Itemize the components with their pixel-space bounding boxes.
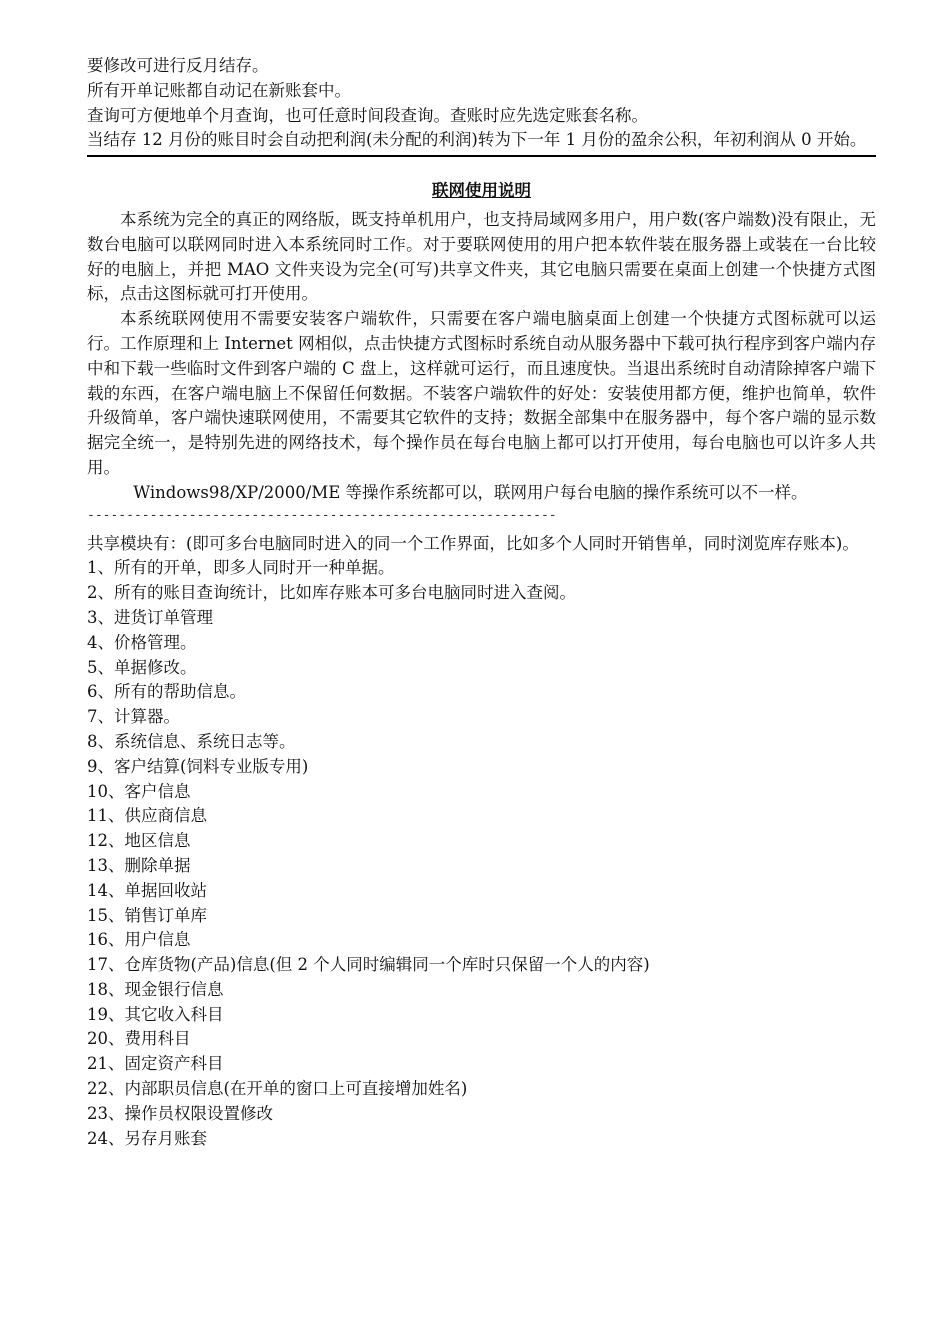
list-item: 24、另存月账套 — [87, 1128, 207, 1148]
section-title: 联网使用说明 — [432, 181, 531, 201]
list-item: 17、仓库货物(产品)信息(但 2 个人同时编辑同一个库时只保留一个人的内容) — [87, 955, 650, 975]
paragraph-network-version: 本系统为完全的真正的网络版，既支持单机用户，也支持局域网多用户，用户数(客户端数)没有限止，无数台电脑可以联网同时进入本系统同时工作。对于要联网使用的用户把本软件装在服务器上或装在一台比较好的电脑上，并把 MAO 文件夹设为完全(可写)共享文件夹，其它电脑只需要在桌面上创建一个快捷方式图标，点击这图标就可打开使用。 — [87, 209, 876, 304]
list-item: 7、计算器。 — [87, 707, 180, 727]
document-page — [87, 54, 876, 1151]
list-item: 12、地区信息 — [87, 831, 191, 851]
list-item: 4、价格管理。 — [87, 632, 197, 652]
intro-line-3: 查询可方便地单个月查询，也可任意时间段查询。查账时应先选定账套名称。 — [87, 105, 648, 125]
shared-modules-intro: 共享模块有：(即可多台电脑同时进入的同一个工作界面，比如多个人同时开销售单，同时浏览库存账本)。 — [87, 533, 859, 553]
list-item: 8、系统信息、系统日志等。 — [87, 731, 296, 751]
list-item: 2、所有的账目查询统计，比如库存账本可多台电脑同时进入查阅。 — [87, 583, 576, 603]
intro-line-2: 所有开单记账都自动记在新账套中。 — [87, 80, 351, 100]
intro-line-1: 要修改可进行反月结存。 — [87, 56, 269, 75]
list-item: 23、操作员权限设置修改 — [87, 1103, 273, 1123]
list-item: 19、其它收入科目 — [87, 1004, 224, 1024]
paragraph-no-client-software: 本系统联网使用不需要安装客户端软件，只需要在客户端电脑桌面上创建一个快捷方式图标就可以运行。工作原理和上 Internet 网相似，点击快捷方式图标时系统自动从服务器中下载可执行程序到客户端内存中和下载一些临时文件到客户端的 C 盘上，这样就可运行，而且速度快。当退出系统时自动清除掉客户端下载的东西，在客户端电脑上不保留任何数据。不装客户端软件的好处：安装使用都方便，维护也简单，软件升级简单，客户端快速联网使用，不需要其它软件的支持；数据全部集中在服务器中，每个客户端的显示数据完全统一，是特别先进的网络技术，每个操作员在每台电脑上都可以打开使用，每台电脑也可以许多人共用。 — [87, 309, 876, 477]
list-item: 14、单据回收站 — [87, 880, 207, 900]
dashed-separator: ------------------------------------------------------------ — [87, 507, 557, 523]
list-item: 13、删除单据 — [87, 855, 191, 875]
shared-modules-list — [87, 556, 876, 1151]
list-item: 3、进货订单管理 — [87, 607, 213, 627]
list-item: 20、费用科目 — [87, 1029, 191, 1049]
list-item: 15、销售订单库 — [87, 905, 207, 925]
list-item: 18、现金银行信息 — [87, 979, 224, 999]
list-item: 5、单据修改。 — [87, 657, 197, 677]
list-item: 16、用户信息 — [87, 930, 191, 950]
list-item: 9、客户结算(饲料专业版专用) — [87, 756, 309, 776]
list-item: 11、供应商信息 — [87, 806, 207, 826]
intro-line-4: 当结存 12 月份的账目时会自动把利润(未分配的利润)转为下一年 1 月份的盈余公积，年初利润从 0 开始。 — [87, 130, 867, 150]
section-divider-rule — [87, 155, 876, 157]
os-compatibility-note: Windows98/XP/2000/ME 等操作系统都可以，联网用户每台电脑的操作系统可以不一样。 — [133, 482, 808, 502]
list-item: 22、内部职员信息(在开单的窗口上可直接增加姓名) — [87, 1079, 468, 1099]
list-item: 21、固定资产科目 — [87, 1054, 224, 1074]
list-item: 10、客户信息 — [87, 781, 191, 801]
list-item: 1、所有的开单，即多人同时开一种单据。 — [87, 558, 395, 578]
list-item: 6、所有的帮助信息。 — [87, 682, 246, 702]
